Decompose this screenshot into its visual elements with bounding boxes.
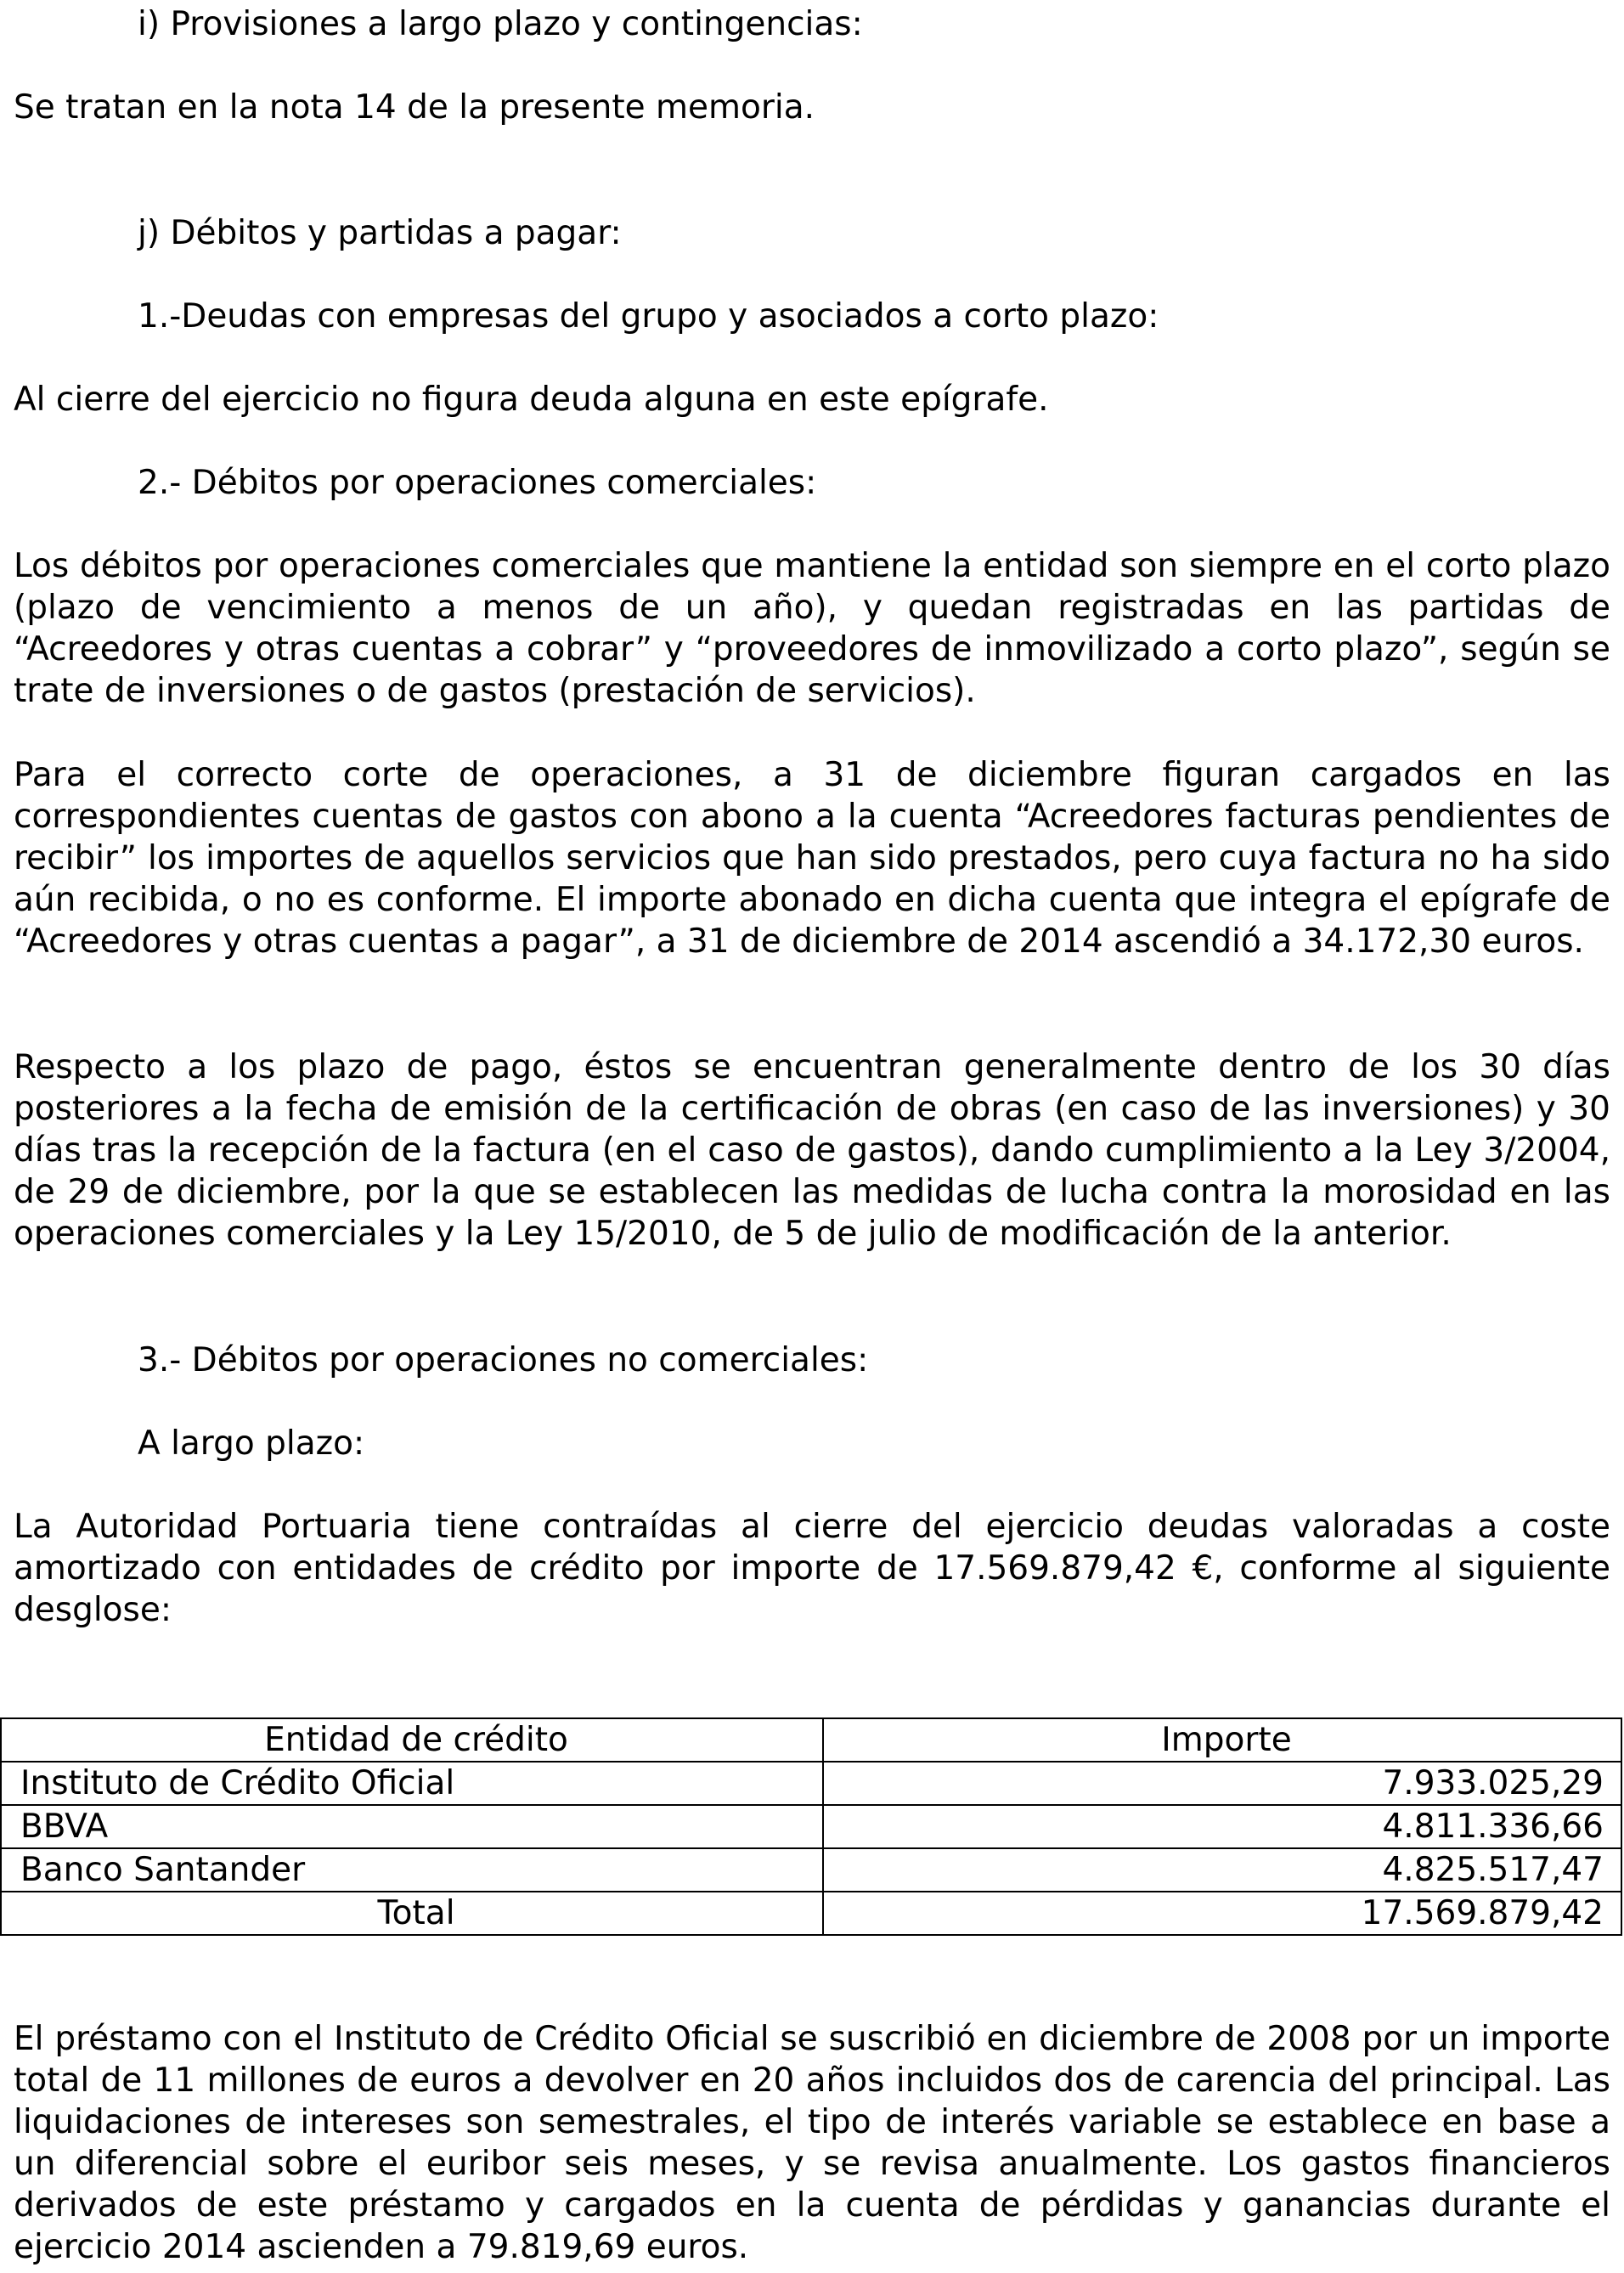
paragraph-debitos-comerciales-1: Los débitos por operaciones comerciales que mantiene la entidad son siempre en el corto plazo (plazo de vencimiento a menos de un año), y quedan registradas en las partidas de “Acreedores y otras cuentas a cobrar” y “proveedores de inmovilizado a corto plazo”, según se trate de inversiones o de gastos (prestación de servicios). — [14, 547, 1610, 710]
header-entidad: Entidad de crédito — [1, 1718, 823, 1762]
total-amount: 17.569.879,42 — [823, 1892, 1621, 1935]
entity-cell: Banco Santander — [1, 1848, 823, 1892]
paragraph-deudas-grupo: Al cierre del ejercicio no figura deuda alguna en este epígrafe. — [14, 381, 1049, 419]
amount-cell: 7.933.025,29 — [823, 1762, 1621, 1805]
heading-debitos-comerciales: 2.- Débitos por operaciones comerciales: — [138, 464, 817, 502]
heading-debitos-partidas: j) Débitos y partidas a pagar: — [138, 214, 622, 252]
credit-entities-table — [0, 1717, 1622, 1936]
heading-debitos-no-comerciales: 3.- Débitos por operaciones no comerciales: — [138, 1341, 869, 1379]
amount-cell: 4.825.517,47 — [823, 1848, 1621, 1892]
table-total-row — [1, 1892, 1621, 1935]
paragraph-provisiones: Se tratan en la nota 14 de la presente memoria. — [14, 88, 815, 127]
entity-cell: Instituto de Crédito Oficial — [1, 1762, 823, 1805]
heading-deudas-grupo: 1.-Deudas con empresas del grupo y asociados a corto plazo: — [138, 297, 1159, 336]
paragraph-plazos-pago: Respecto a los plazo de pago, éstos se encuentran generalmente dentro de los 30 días posteriores a la fecha de emisión de la certificación de obras (en caso de las inversiones) y 30 días tras la recepción de la factura (en el caso de gastos), dando cumplimiento a la Ley 3/2004, de 29 de diciembre, por la que se establecen las medidas de lucha contra la morosidad en las operaciones comerciales y la Ley 15/2010, de 5 de julio de modificación de la anterior. — [14, 1048, 1610, 1253]
table-header-row — [1, 1718, 1621, 1762]
table-row — [1, 1848, 1621, 1892]
header-importe: Importe — [823, 1718, 1621, 1762]
table-row — [1, 1762, 1621, 1805]
entity-cell: BBVA — [1, 1805, 823, 1848]
amount-cell: 4.811.336,66 — [823, 1805, 1621, 1848]
table-row — [1, 1805, 1621, 1848]
paragraph-debitos-comerciales-2: Para el correcto corte de operaciones, a 31 de diciembre figuran cargados en las correspondientes cuentas de gastos con abono a la cuenta “Acreedores facturas pendientes de recibir” los importes de aquellos servicios que han sido prestados, pero cuya factura no ha sido aún recibida, o no es conforme. El importe abonado en dicha cuenta que integra el epígrafe de “Acreedores y otras cuentas a pagar”, a 31 de diciembre de 2014 ascendió a 34.172,30 euros. — [14, 756, 1610, 961]
heading-provisiones: i) Provisiones a largo plazo y contingencias: — [138, 5, 863, 43]
total-label: Total — [1, 1892, 823, 1935]
heading-largo-plazo: A largo plazo: — [138, 1424, 365, 1463]
paragraph-prestamo-ico: El préstamo con el Instituto de Crédito Oficial se suscribió en diciembre de 2008 por un importe total de 11 millones de euros a devolver en 20 años incluidos dos de carencia del principal. Las liquidaciones de intereses son semestrales, el tipo de interés variable se establece en base a un diferencial sobre el euribor seis meses, y se revisa anualmente. Los gastos financieros derivados de este préstamo y cargados en la cuenta de pérdidas y ganancias durante el ejercicio 2014 ascienden a 79.819,69 euros. — [14, 2020, 1610, 2266]
paragraph-deudas-entidades: La Autoridad Portuaria tiene contraídas al cierre del ejercicio deudas valoradas a coste amortizado con entidades de crédito por importe de 17.569.879,42 €, conforme al siguiente desglose: — [14, 1508, 1610, 1629]
